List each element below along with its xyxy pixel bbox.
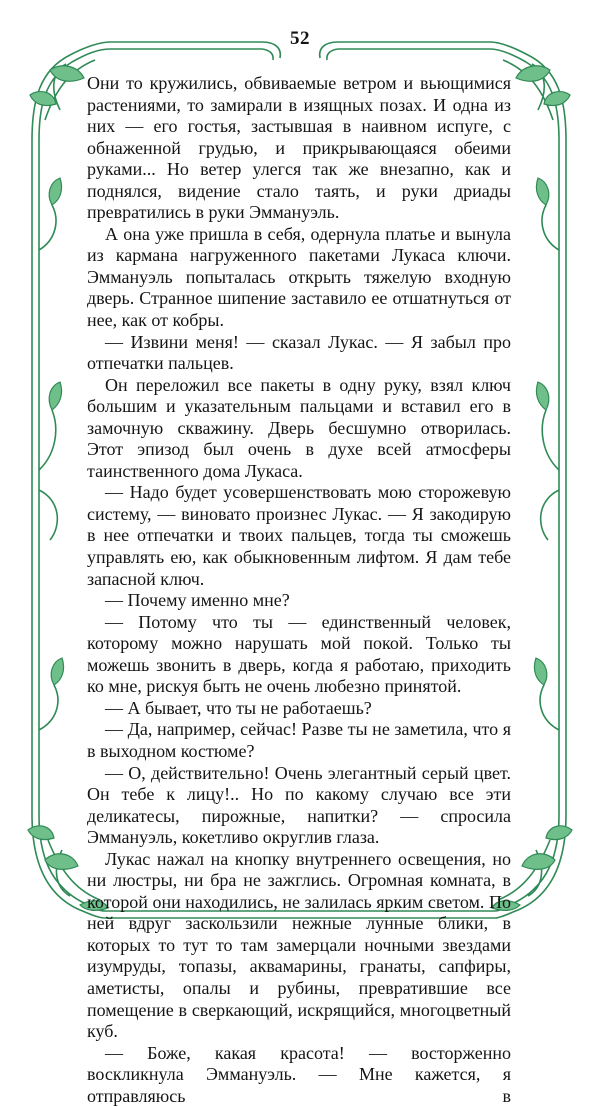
book-text bbox=[87, 73, 511, 1107]
leaf-bottom-left-1 bbox=[45, 854, 78, 870]
paragraph-continues: — Боже, какая красота! — восторженно воскликнула Эммануэль. — Мне кажется, я отправляюсь в bbox=[87, 1042, 511, 1106]
right-upper-tendril bbox=[542, 205, 559, 250]
left-lower-tendril bbox=[39, 685, 58, 730]
leaf-left-mid bbox=[49, 382, 61, 410]
page-number: 52 bbox=[290, 28, 310, 49]
paragraph: — О, действительно! Очень элегантный серый цвет. Он тебе к лицу!.. Но по какому случаю все эти деликатесы, пирожные, напитки? — спросила Эммануэль, кокетливо округлив глаза. bbox=[87, 762, 511, 848]
left-upper-tendril bbox=[39, 205, 56, 250]
leaf-top-right-2 bbox=[544, 92, 570, 106]
paragraph: — Потому что ты — единственный человек, которому можно нарушать мой покой. Только ты можешь звонить в дверь, когда я работаю, приходить ко мне, рискуя быть не очень любезно принятой. bbox=[87, 611, 511, 697]
leaf-right-up bbox=[536, 178, 548, 205]
paragraph: — Да, например, сейчас! Разве ты не заметила, что я в выходном костюме? bbox=[87, 719, 511, 761]
leaf-right-mid bbox=[536, 382, 548, 410]
leaf-bottom-left-2 bbox=[28, 826, 54, 840]
paragraph: — Извини меня! — сказал Лукас. — Я забыл про отпечатки пальцев. bbox=[87, 331, 511, 374]
right-lower-tendril bbox=[540, 685, 559, 730]
leaf-left-low bbox=[51, 658, 63, 685]
paragraph: Лукас нажал на кнопку внутреннего освещения, но ни люстры, ни бра не зажглись. Огромная комната, в которой они находились, не залилась ярким светом. По ней вдруг заскользили нежные лунные блики, в которых то тут то там замерцали ночными звездами изумруды, топазы, аквамарины, гранаты, сапфиры, аметисты, опалы и рубины, превратившие все помещение в сверкающий, искрящийся, многоцветный куб. bbox=[87, 848, 511, 1042]
leaf-top-left-2 bbox=[30, 92, 56, 106]
paragraph: Они то кружились, обвиваемые ветром и вьющимися растениями, то замирали в изящных позах. И одна из них — его гостья, застывшая в наивном испуге, с обнаженной грудью, и прикрывающаяся обеими руками... Но ветер улегся так же внезапно, как и поднялся, видение стало таять, и руки дриады превратились в руки Эммануэль. bbox=[87, 73, 511, 223]
paragraph: — А бывает, что ты не работаешь? bbox=[105, 697, 372, 718]
leaf-right-low bbox=[534, 658, 546, 685]
paragraph: А она уже пришла в себя, одернула платье и вынула из кармана нагруженного пакетами Лукаса ключи. Эммануэль попыталась открыть тяжелую входную дверь. Странное шипение заставило ее отшатнуться от нее, как от кобры. bbox=[87, 223, 511, 331]
paragraph: — Почему именно мне? bbox=[105, 590, 290, 611]
paragraph: Он переложил все пакеты в одну руку, взял ключ большим и указательным пальцами и вставил его в замочную скважину. Дверь бесшумно отворилась. Этот эпизод был очень в духе всей атмосферы таинственного дома Лукаса. bbox=[87, 374, 511, 481]
leaf-left-up bbox=[49, 178, 61, 205]
paragraph: — Надо будет усовершенствовать мою сторожевую систему, — виновато произнес Лукас. — Я закодирую в нее отпечатки и твоих пальцев, тогда ты сможешь управлять ею, как обыкновенным лифтом. Я дам тебе запасной ключ. bbox=[87, 482, 511, 589]
leaf-bottom-right-2 bbox=[546, 826, 572, 840]
right-side-tendril bbox=[541, 410, 559, 540]
left-side-tendril bbox=[39, 410, 57, 540]
